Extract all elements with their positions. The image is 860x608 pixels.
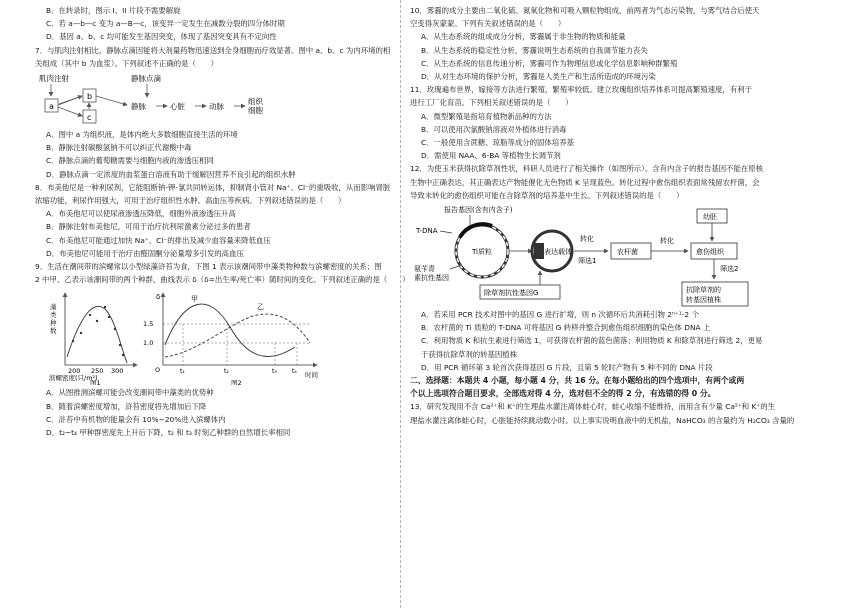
q6-option-d: D．基因 a、b、c 均可能发生基因突变，体现了基因突变具有不定向性 xyxy=(46,32,277,42)
section-2-instructions-line1: 二、选择题：本题共 4 小题，每小题 4 分，共 16 分。在每小题给出的四个选项中，有两个或两 xyxy=(410,376,745,386)
arrow xyxy=(96,96,127,105)
q11-stem-line1: 11．玫瑰遍布世界，嫁接等方法进行繁殖，繁殖率较低。建立玫瑰组织培养体系可提高繁殖速度，有利于 xyxy=(410,85,752,95)
label-amp-1: 氨苄青 xyxy=(414,265,435,274)
q12-flow-diagram xyxy=(410,203,795,307)
q10-stem-line2: 空变得灰蒙蒙。下列有关叙述错误的是（ ） xyxy=(410,19,566,29)
fig2-origin: O xyxy=(155,366,161,375)
q11-option-d: D．需使用 NAA、6-BA 等植物生长调节剂 xyxy=(421,151,561,161)
q11-option-b: B．可以使用次氯酸钠溶液对外植体进行消毒 xyxy=(421,124,567,134)
label-reporter-gene: 报告基因(含有内含子) xyxy=(444,206,513,215)
label-iv-drip: 静脉点滴 xyxy=(131,74,161,84)
data-point xyxy=(119,344,121,346)
label-im-injection: 肌肉注射 xyxy=(39,74,69,84)
data-point xyxy=(80,332,82,334)
q11-option-c: C．一般使用含蔗糖、琼脂等成分的固体培养基 xyxy=(421,138,574,148)
label-herbicide-gene: 除草剂抗性基因G xyxy=(484,289,539,298)
label-amp-2: 素抗性基因 xyxy=(414,274,449,283)
fig1-tick: 300 xyxy=(111,367,124,376)
q7-option-b: B．静脉注射碳酸氢钠不可以纠正代谢酸中毒 xyxy=(46,143,192,153)
label-tissue-1: 组织 xyxy=(248,97,263,107)
label-artery: 动脉 xyxy=(209,102,224,112)
q10-option-d: D．从对生态环境的保护分析，雾霾是人类生产和生活所造成的环境污染 xyxy=(421,72,656,82)
label-young-embryo: 幼胚 xyxy=(703,213,717,222)
q10-stem-line1: 10．雾霾的成分主要由二氧化硫、氮氧化物和可吸入颗粒物组成，前两者为气态污染物，与雾气结合后使天 xyxy=(410,6,760,15)
q8-option-c: C．布美他尼可能通过加快 Na⁺、Cl⁻的排出及减少血容量来降低血压 xyxy=(46,235,271,245)
tdna-segment xyxy=(460,224,492,237)
q7-flow-diagram xyxy=(35,71,275,127)
data-point xyxy=(122,354,124,356)
q12-stem-line1: 12．为使玉米获得抗除草剂性状，科研人员进行了相关操作（如图所示）。含有内含子的报告基因不能在原核 xyxy=(410,164,764,174)
section-2-instructions-line2: 个以上选项符合题目要求，全部选对得 4 分，选对但不全的得 2 分，有选错的得 0 分。 xyxy=(410,389,716,399)
q9-option-c: C．浒苔中有机物的能量会有 10%~20%进入滨螺体内 xyxy=(46,414,226,424)
fig1-xlabel: 滨螺密度(只/m²) xyxy=(49,374,98,383)
data-point xyxy=(89,314,91,316)
label-screen-2: 筛选2 xyxy=(720,265,739,274)
fig2-caption: 图2 xyxy=(231,379,242,386)
label-callus: 愈伤组织 xyxy=(696,248,724,257)
label-expression-vector: 表达载体 xyxy=(544,248,572,257)
q9-stem-line2: 2 中甲、乙表示该潮间带的两个种群，曲线表示 δ（δ=出生率/死亡率）随时间的变化。下列叙述正确的是（ ） xyxy=(35,275,410,285)
q13-stem-line2: 理盐水灌注离体蛙心时，心脏能持续跳动数小时。以上事实说明血液中的无机盐，NaHCO₃ 的含量约为 H₂CO₃ 含量的 xyxy=(410,415,795,425)
arrow xyxy=(58,107,82,116)
curve-jia xyxy=(165,305,295,357)
gene-g-insert xyxy=(534,243,544,259)
q10-option-b: B．从生态系统的稳定性分析，雾霾说明生态系统的自我调节能力丧失 xyxy=(421,45,648,55)
q12-stem-line2: 生物中正确表达，其正确表达产物能催化无色物质 K 呈现蓝色。转化过程中愈伤组织表面常残留农杆菌，会 xyxy=(410,177,760,187)
left-column xyxy=(35,0,420,608)
q12-stem-line3: 导致未转化的愈伤组织可能在含除草剂的培养基中生长。下列叙述错误的是（ ） xyxy=(410,190,684,200)
box-b-label: b xyxy=(87,92,93,102)
q7-option-d: D．静脉点滴一定浓度的血浆蛋白溶液有助于缓解因营养不良引起的组织水肿 xyxy=(46,169,296,179)
fig2-ytick: 1.5 xyxy=(143,320,154,329)
fig1-ylabel: 类 xyxy=(50,311,57,320)
fig1-caption: 图1 xyxy=(90,379,101,386)
q10-option-a: A．从生态系统的组成成分分析，雾霾属于非生物的物质和能量 xyxy=(421,32,626,42)
fig1-ylabel: 数 xyxy=(50,327,57,336)
q12-option-c: C．利用物质 K 和抗生素进行筛选 1，可获得农杆菌的蓝色菌落；利用物质 K 和除草剂进行筛选 2，更易 xyxy=(421,336,763,346)
q11-stem-line2: 进行工厂化育苗。下列相关叙述错误的是（ ） xyxy=(410,98,573,108)
data-point xyxy=(96,320,98,322)
q9-option-a: A．从图推测滨螺可能会改变潮间带中藻类的优势种 xyxy=(46,388,214,398)
q6-option-b: B．在转录时，图示 I、II 片段不需要解旋 xyxy=(46,6,181,15)
label-ti-plasmid: Ti质粒 xyxy=(472,248,493,257)
data-point xyxy=(72,340,74,342)
fig2-ytick: 1.0 xyxy=(143,339,154,348)
tick-t4: t₄ xyxy=(292,368,297,376)
label-transform-2: 转化 xyxy=(660,237,674,246)
figure-1 xyxy=(49,293,137,385)
fig1-curve xyxy=(67,307,127,364)
data-point xyxy=(104,306,106,308)
fig1-ylabel: 种 xyxy=(50,319,57,328)
q8-option-d: D．布美他尼可能用于治疗由醛固酮分泌量增多引发的高血压 xyxy=(46,248,244,258)
figure-2 xyxy=(143,293,319,385)
tick-t1: t₁ xyxy=(180,368,185,376)
label-heart: 心脏 xyxy=(170,102,185,112)
label-plant-2: 转基因植株 xyxy=(686,296,721,305)
label-yi: 乙 xyxy=(257,303,264,312)
q7-option-a: A．图中 a 为组织液，是体内绝大多数细胞直接生活的环境 xyxy=(46,130,238,140)
label-screen-1: 筛选1 xyxy=(578,257,597,266)
q12-option-c-cont: 于获得抗除草剂的转基因植株 xyxy=(421,349,518,359)
box-c-label: c xyxy=(87,113,92,123)
fig1-tick: 200 xyxy=(68,367,81,376)
q8-option-b: B．静脉注射布美他尼，可用于治疗抗利尿激素分泌过多的患者 xyxy=(46,222,251,232)
q12-option-b: B．农杆菌的 Ti 质粒的 T-DNA 可将基因 G 转移并整合到愈伤组织细胞的染色体 DNA 上 xyxy=(421,323,711,333)
label-jia: 甲 xyxy=(191,295,198,304)
q9-option-d: D．t₂~t₄ 甲种群密度先上升后下降，t₂ 和 t₃ 时刻乙种群的自然增长率相同 xyxy=(46,428,291,438)
label-tdna: T-DNA xyxy=(416,227,438,236)
q8-stem-line1: 8．布美他尼是一种利尿剂，它能阻断钠-钾-氯共同转运体，抑制肾小管对 Na⁺、Cl⁻的重吸收，从而影响肾脏 xyxy=(35,182,391,192)
fig2-xlabel: 时间 xyxy=(305,371,318,380)
q9-stem-line1: 9．生活在潮间带的滨螺常以小型绿藻浒苔为食，下图 1 表示该潮间带中藻类物种数与滨螺密度的关系；图 xyxy=(35,262,382,272)
q8-option-a: A．布美他尼可以使尿液渗透压降低，细胞外液渗透压升高 xyxy=(46,209,236,219)
arrow xyxy=(59,96,82,104)
label-agrobacterium: 农杆菌 xyxy=(617,248,638,257)
fig1-ylabel: 藻 xyxy=(50,303,57,312)
label-plant-1: 抗除草剂的 xyxy=(686,286,721,295)
q7-stem-line2: 关组成（其中 b 为血浆）。下列叙述不正确的是（ ） xyxy=(35,58,219,68)
q11-option-a: A．微型繁殖是指培育植物新品种的方法 xyxy=(421,111,552,121)
data-point xyxy=(114,328,116,330)
box-a-label: a xyxy=(49,102,54,112)
fig1-tick: 250 xyxy=(91,367,104,376)
q8-stem-line2: 浓缩功能，利尿作用强大，可用于治疗组织性水肿、高血压等疾病。下列叙述错误的是（ ） xyxy=(35,196,346,206)
q9-figures xyxy=(35,287,335,385)
q10-option-c: C．从生态系统的信息传递分析，雾霾可作为物理信息或化学信息影响种群繁殖 xyxy=(421,58,678,68)
pointer-line xyxy=(440,231,452,233)
q12-option-d: D．用 PCR 循环第 3 轮首次获得基因 G 片段，且第 5 轮时产物有 5 种不同的 DNA 片段 xyxy=(421,362,713,372)
q6-option-c: C．若 a—b—c 变为 a—B—c，该变异一定发生在减数分裂的四分体时期 xyxy=(46,19,285,29)
q7-option-c: C．静脉点滴的葡萄糖需要与细胞内液的渗透压相同 xyxy=(46,156,214,166)
label-vein: 静脉 xyxy=(131,102,146,112)
label-tissue-2: 细胞 xyxy=(248,106,263,116)
q7-stem-line1: 7．与肌肉注射相比，静脉点滴因能将大剂量药物迅速送到全身细胞而疗效显著。图中 a、b、c 为内环境的相 xyxy=(35,45,391,55)
label-transform-1: 转化 xyxy=(580,235,594,244)
q12-option-a: A．若采用 PCR 技术对图中的基因 G 进行扩增，则 n 次循环后共消耗引物 2ⁿ⁺¹-2 个 xyxy=(421,310,699,320)
q9-option-b: B．随着滨螺密度增加，浒苔密度将先增加后下降 xyxy=(46,401,207,411)
tick-t3: t₃ xyxy=(272,368,277,376)
q13-stem-line1: 13．研究发现用不含 Ca²⁺和 K⁺的生理盐水灌注离体蛙心时，蛙心收缩不能维持，而用含有少量 Ca²⁺和 K⁺的生 xyxy=(410,402,776,412)
tick-t2: t₂ xyxy=(224,368,229,376)
right-column xyxy=(410,0,795,608)
data-point xyxy=(108,316,110,318)
fig2-ylabel: δ xyxy=(156,293,161,302)
